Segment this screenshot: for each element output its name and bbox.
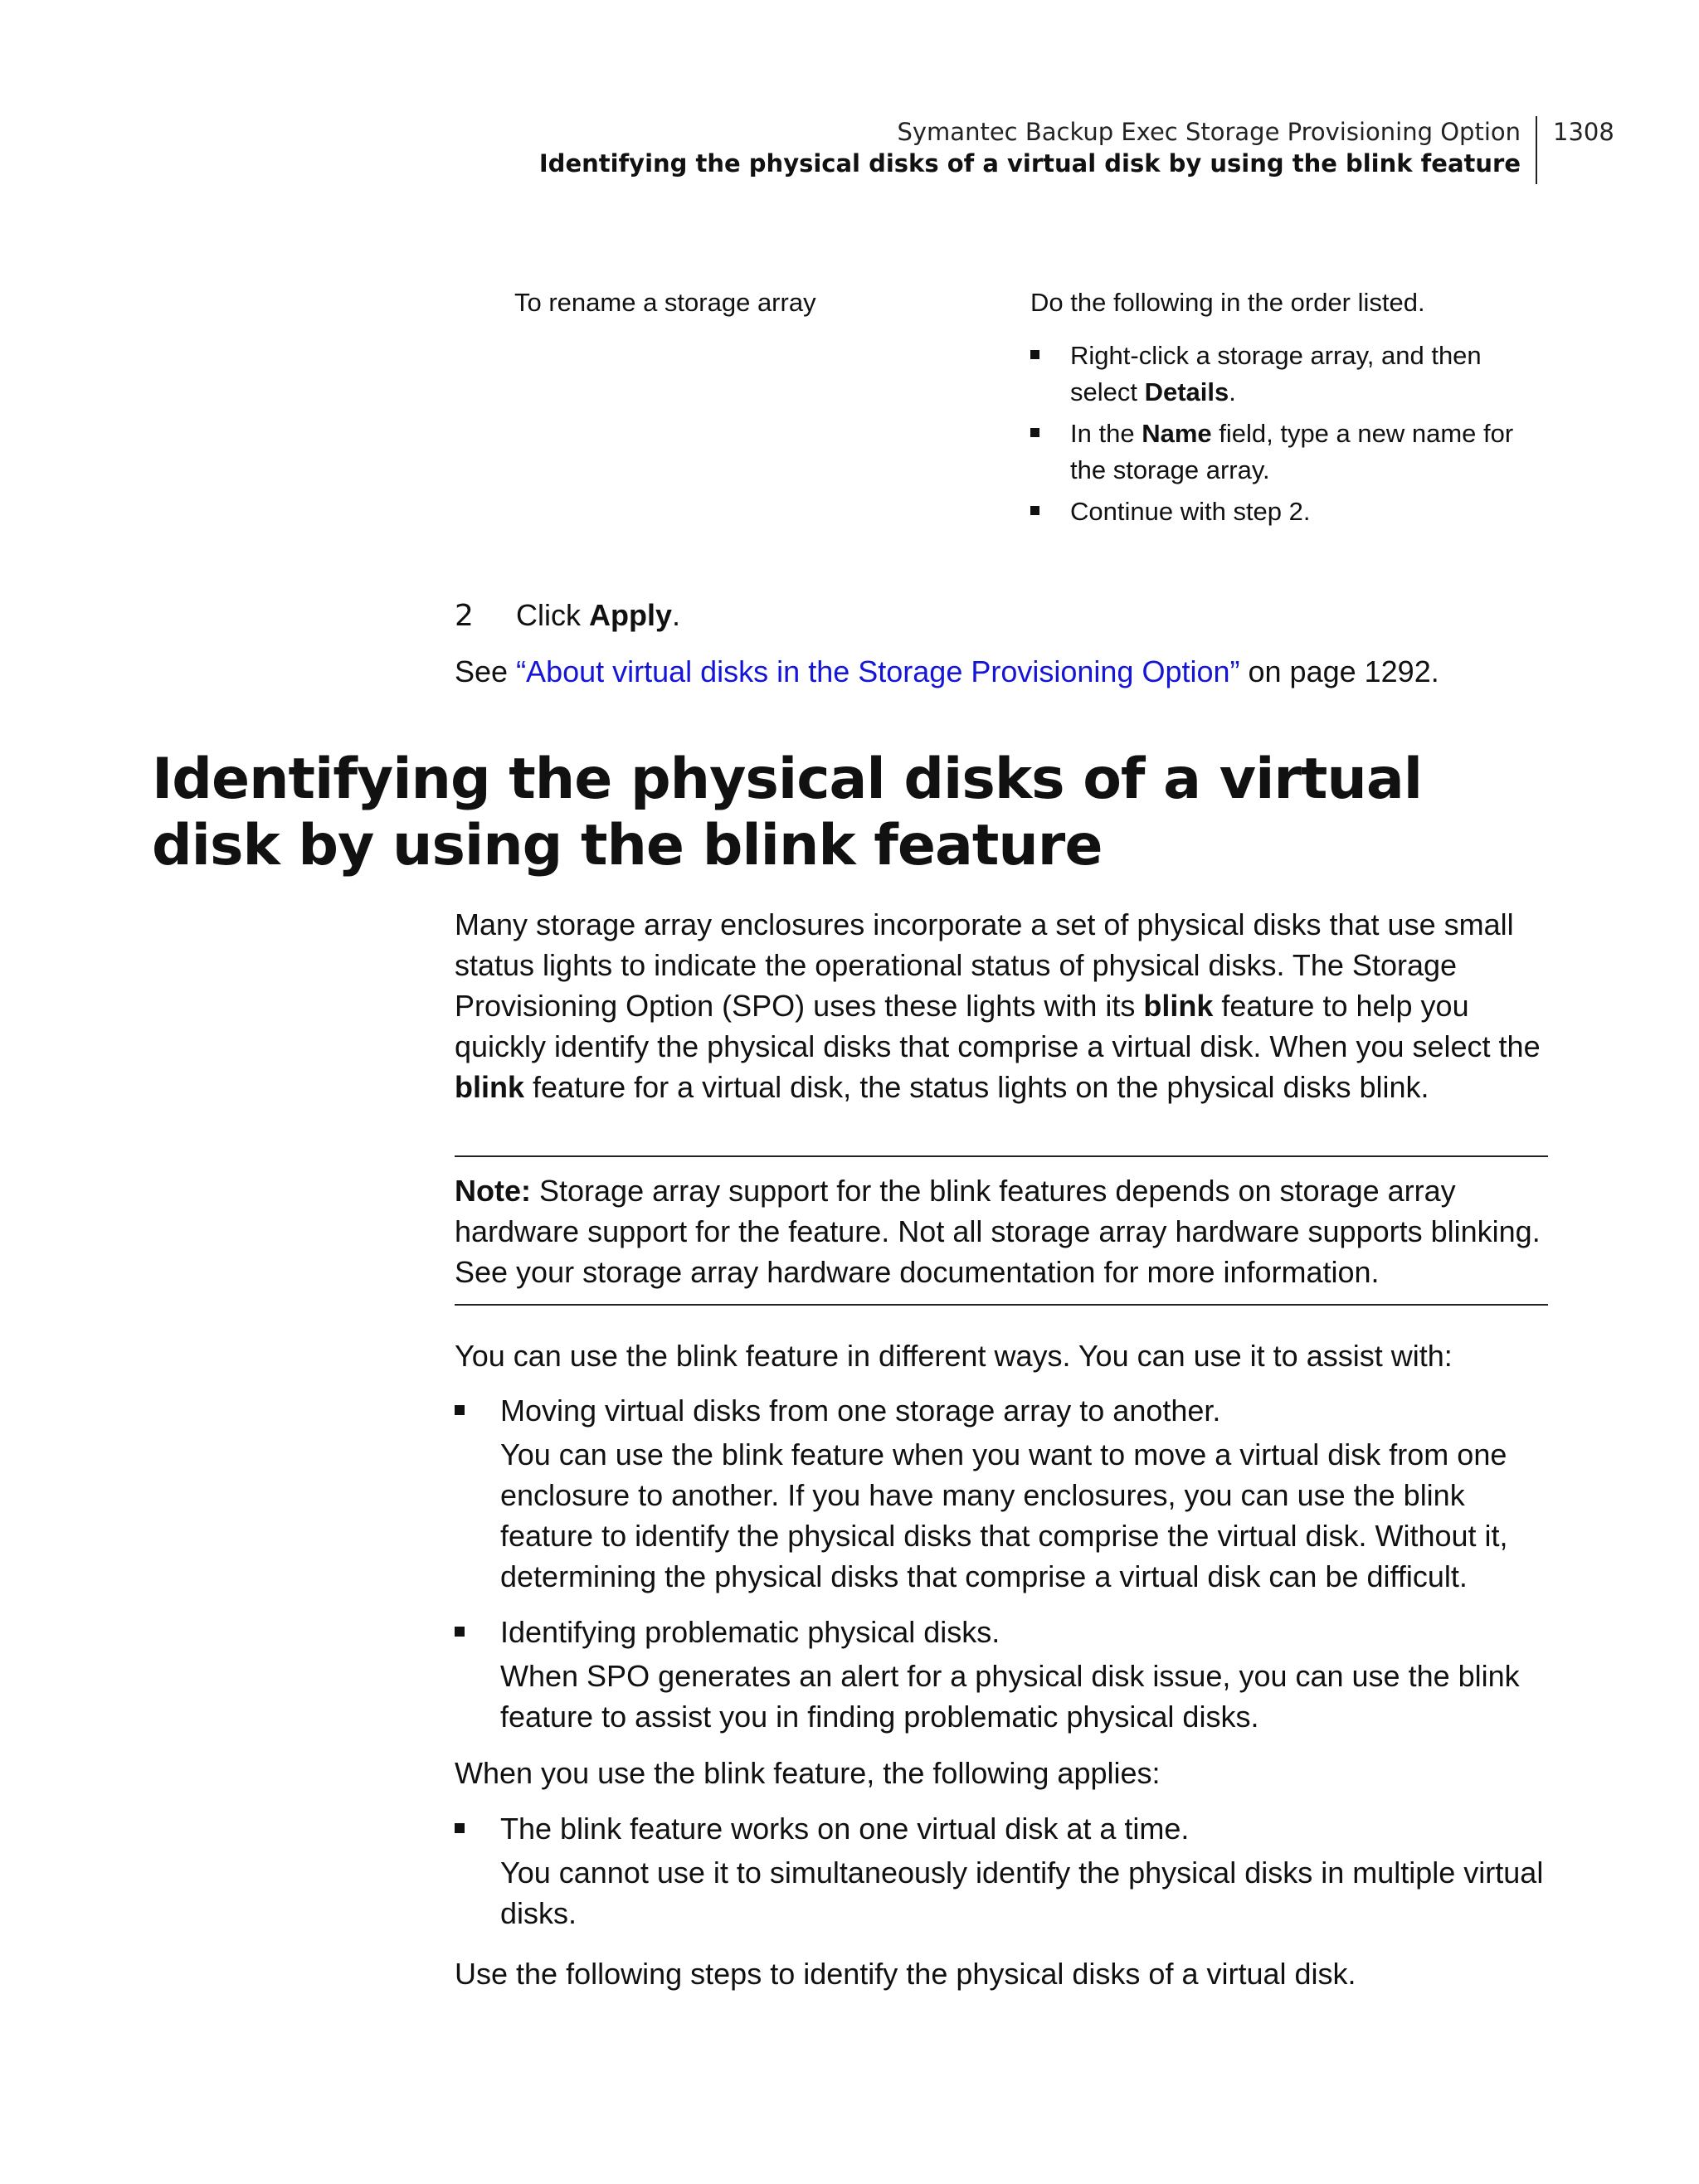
note-label: Note: — [455, 1174, 531, 1208]
step-number: 2 — [455, 599, 474, 633]
square-bullet-icon — [455, 1627, 465, 1637]
applies-list — [455, 1808, 1550, 1948]
list-item — [455, 1808, 1550, 1933]
list-item-title: The blink feature works on one virtual disk at a time. — [500, 1812, 1190, 1846]
task-cell: To rename a storage array — [514, 288, 816, 317]
applies-paragraph: When you use the blink feature, the following applies: — [455, 1756, 1161, 1790]
cross-reference-link[interactable]: “About virtual disks in the Storage Provisioning Option” — [516, 654, 1240, 688]
ui-term-bold: Details — [1144, 377, 1229, 406]
list-item: Continue with step 2. — [1030, 494, 1545, 530]
ways-list — [455, 1390, 1550, 1752]
section-heading: Identifying the physical disks of a virtual disk by using the blink feature — [152, 747, 1423, 878]
list-item-detail: You can use the blink feature when you want to move a virtual disk from one enclosure to another. If you have many enclosures, you can use the blink feature to identify the physical disks that comprise the virtual disk. Without it, determining the physical disks that comprise a virtual disk can be difficult. — [500, 1437, 1508, 1593]
square-bullet-icon — [1030, 428, 1039, 437]
header-section-title: Identifying the physical disks of a virtual disk by using the blink feature — [538, 149, 1521, 178]
steps-intro-paragraph: Use the following steps to identify the physical disks of a virtual disk. — [455, 1957, 1356, 1991]
note-text: Storage array support for the blink features depends on storage array hardware support for the feature. Not all storage array hardware supports blinking. See your storage array hardware documentation for more information. — [455, 1174, 1541, 1289]
square-bullet-icon — [1030, 350, 1039, 359]
page-number: 1308 — [1553, 118, 1614, 146]
see-also-reference: See “About virtual disks in the Storage Provisioning Option” on page 1292. — [455, 654, 1439, 688]
list-item-title: Moving virtual disks from one storage array to another. — [500, 1394, 1221, 1428]
ui-term-bold: Name — [1142, 419, 1212, 448]
ui-term-bold: Apply — [589, 598, 673, 632]
square-bullet-icon — [455, 1823, 465, 1833]
list-item — [455, 1390, 1550, 1597]
list-item — [455, 1612, 1550, 1737]
list-item-detail: When SPO generates an alert for a physical disk issue, you can use the blink feature to assist you in finding problematic physical disks. — [500, 1659, 1520, 1734]
header-product-title: Symantec Backup Exec Storage Provisioning Option — [897, 118, 1521, 146]
procedure-step-2: 2 Click Apply. — [455, 598, 681, 633]
list-item: In the Name field, type a new name for the storage array. — [1030, 416, 1545, 489]
instructions-cell — [1030, 285, 1545, 535]
running-header — [539, 116, 1537, 184]
instructions-intro: Do the following in the order listed. — [1030, 288, 1425, 317]
list-item: Right-click a storage array, and then select Details. — [1030, 338, 1545, 411]
list-item-detail: You cannot use it to simultaneously identify the physical disks in multiple virtual disks. — [500, 1856, 1544, 1930]
square-bullet-icon — [455, 1405, 465, 1415]
list-item-title: Identifying problematic physical disks. — [500, 1615, 1000, 1649]
square-bullet-icon — [1030, 506, 1039, 515]
ways-paragraph: You can use the blink feature in different ways. You can use it to assist with: — [455, 1339, 1453, 1373]
note-box — [455, 1155, 1548, 1306]
instructions-list — [1030, 338, 1545, 530]
intro-paragraph: Many storage array enclosures incorporate a set of physical disks that use small status lights to indicate the operational status of physical disks. The Storage Provisioning Option (SPO) uses these lights with its blink feature to help you quickly identify the physical disks that comprise a virtual disk. When you select the blink feature for a virtual disk, the status lights on the physical disks blink. — [455, 907, 1541, 1104]
